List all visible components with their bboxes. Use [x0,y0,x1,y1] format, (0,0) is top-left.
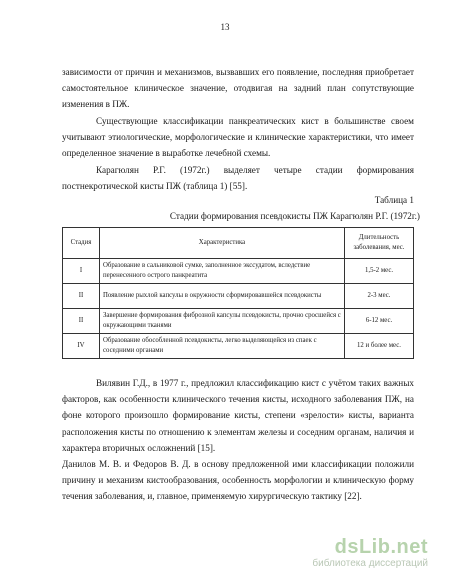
header-duration: Длительность заболевания, мес. [345,228,414,259]
table-row [63,259,414,284]
cell-stage: I [63,259,100,284]
watermark-subtitle: библиотека диссертаций [312,558,428,569]
table-header-row [63,228,414,259]
paragraph-4-text: Вилявин Г.Д., в 1977 г., предложил классификацию кист с учётом таких важных факторов, как особенности клинического течения кисты, исходного заболевания ПЖ, на фоне которого произошло формирование кисты, степени «зрелости» кисты, варианта расположения кисты по отношению к элементам железы и соседним органам, наличия и характера вторичных осложнений [15]. [62,378,414,453]
table-row [63,284,414,309]
watermark [258,536,428,570]
cell-duration: 2-3 мес. [345,284,414,309]
paragraph-1 [62,64,414,113]
cell-duration: 12 и более мес. [345,334,414,359]
paragraph-2 [62,113,414,162]
cell-duration: 6-12 мес. [345,309,414,334]
paragraph-5 [62,456,414,505]
table-title: Стадии формирования псевдокисты ПЖ Карагюлян Р.Г. (1972г.) [169,211,420,221]
table-number-label: Таблица 1 [374,195,414,205]
cell-stage: IV [63,334,100,359]
page-number: 13 [220,22,230,32]
watermark-logo: dsLib.net [334,536,428,558]
cell-stage: II [63,309,100,334]
table-row [63,334,414,359]
stages-table [62,227,414,359]
header-characteristic: Характеристика [100,228,345,259]
paragraph-4 [62,375,414,456]
table-row [63,309,414,334]
paragraph-3 [62,162,414,194]
cell-description: Завершение формирования фиброзной капсулы псевдокисты, прочно сросшейся с окружающими тканями [100,309,345,334]
cell-description: Образование в сальниковой сумке, заполненное экссудатом, вследствие перенесенного острого панкреатита [100,259,345,284]
cell-description: Появление рыхлой капсулы в окружности сформировавшейся псевдокисты [100,284,345,309]
cell-stage: II [63,284,100,309]
paragraph-3-text: Карагюлян Р.Г. (1972г.) выделяет четыре стадии формирования постнекротической кисты ПЖ (таблица 1) [55]. [62,165,414,192]
paragraph-1-text: зависимости от причин и механизмов, вызвавших его появление, последняя приобретает самостоятельное клиническое значение, отодвигая на задний план сопутствующие изменения в ПЖ. [62,67,414,110]
paragraph-5-text: Данилов М. В. и Федоров В. Д. в основу предложенной ими классификации положили причину и механизм кистообразования, особенность морфологии и клиническую форму течения заболевания, и, главное, применяемую хирургическую тактику [22]. [62,459,414,502]
header-stage: Стадия [63,228,100,259]
paragraph-2-text: Существующие классификации панкреатических кист в большинстве своем учитывают этиологические, морфологические и клинические характеристики, что имеет определенное значение в выработке лечебной схемы. [62,116,414,159]
cell-description: Образование обособленной псевдокисты, легко выделяющейся из спаек с соседними органами [100,334,345,359]
cell-duration: 1,5-2 мес. [345,259,414,284]
